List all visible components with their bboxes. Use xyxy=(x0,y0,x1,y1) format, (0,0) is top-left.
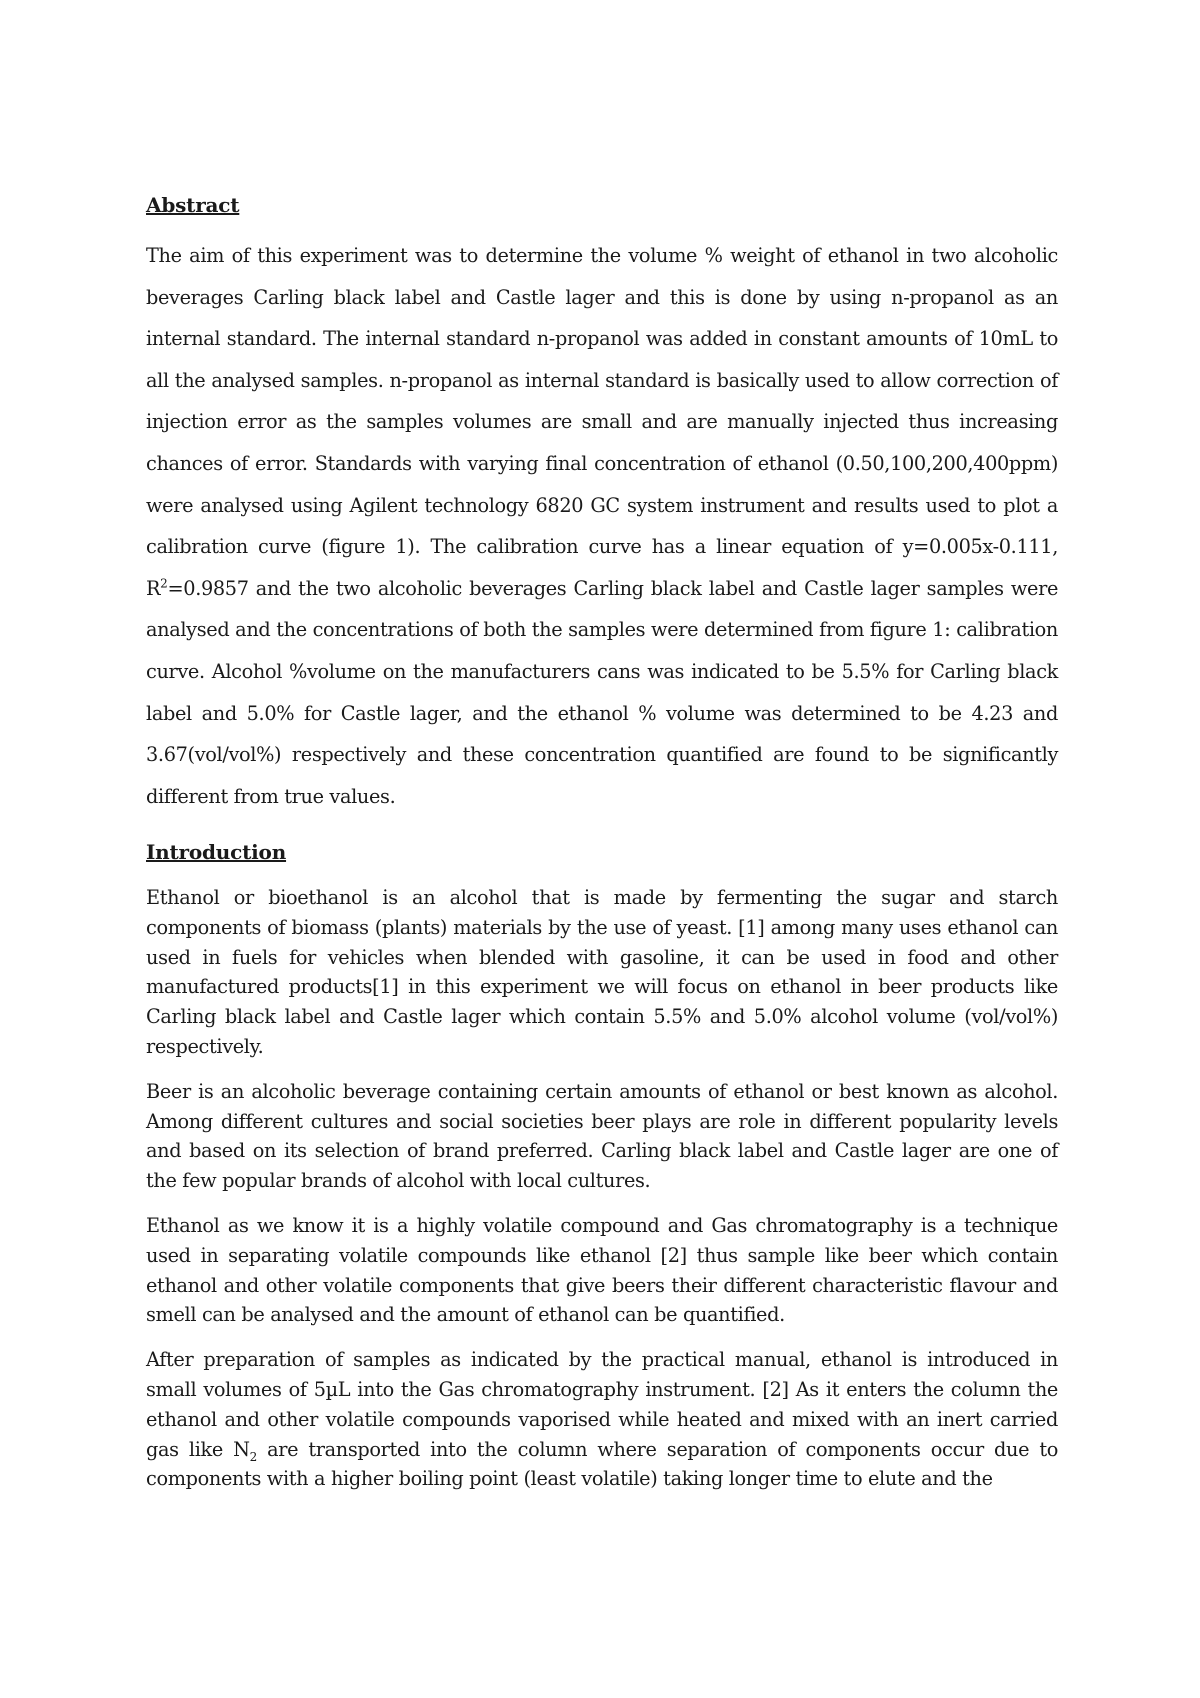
intro-text-part: are transported into the column where separation of components occur due to components with a higher boiling point (least volatile) taking longer time to elute and the xyxy=(146,1437,1059,1491)
intro-paragraph: Beer is an alcoholic beverage containing certain amounts of ethanol or best known as alcohol. Among different cultures and social societies beer plays are role in different popularity levels and based on its selection of brand preferred. Carling black label and Castle lager are one of the few popular brands of alcohol with local cultures. xyxy=(146,1079,1058,1193)
intro-paragraph: Ethanol or bioethanol is an alcohol that is made by fermenting the sugar and starch components of biomass (plants) materials by the use of yeast. [1] among many uses ethanol can used in fuels for vehicles when blended with gasoline, it can be used in food and other manufactured products[1] in this experiment we will focus on ethanol in beer products like Carling black label and Castle lager which contain 5.5% and 5.0% alcohol volume (vol/vol%) respectively. xyxy=(146,886,1058,1058)
introduction-body xyxy=(146,883,1058,1509)
intro-text-part: After preparation of samples as indicated by the practical manual, ethanol is introduced in small volumes of 5µL into the Gas chromatography instrument. [2] As it enters the column the ethanol and other volatile compounds vaporised while heated and mixed with an inert carried gas like N xyxy=(146,1348,1058,1461)
abstract-text-part: =0.9857 and the two alcoholic beverages Carling black label and Castle lager samples were analysed and the concentrations of both the samples were determined from figure 1: calibration curve. Alcohol %volume on the manufacturers cans was indicated to be 5.5% for Carling black label and 5.0% for Castle lager, and the ethanol % volume was determined to be 4.23 and 3.67(vol/vol%) respectively and these concentration quantified are found to be significantly different from true values. xyxy=(146,576,1058,808)
abstract-text-part: The aim of this experiment was to determine the volume % weight of ethanol in two alcoholic beverages Carling black label and Castle lager and this is done by using n-propanol as an internal standard. The internal standard n-propanol was added in constant amounts of 10mL to all the analysed samples. n-propanol as internal standard is basically used to allow correction of injection error as the samples volumes are small and are manually injected thus increasing chances of error. Standards with varying final concentration of ethanol (0.50,100,200,400ppm) were analysed using Agilent technology 6820 GC system instrument and results used to plot a calibration curve (figure 1). The calibration curve has a linear equation of y=0.005x-0.111, R xyxy=(146,244,1058,600)
nitrogen-subscript: 2 xyxy=(249,1449,257,1464)
intro-paragraph xyxy=(146,1345,1058,1494)
intro-paragraph: Ethanol as we know it is a highly volatile compound and Gas chromatography is a technique used in separating volatile compounds like ethanol [2] thus sample like beer which contain ethanol and other volatile components that give beers their different characteristic flavour and smell can be analysed and the amount of ethanol can be quantified. xyxy=(146,1213,1058,1327)
introduction-heading: Introduction xyxy=(146,840,287,864)
abstract-heading: Abstract xyxy=(146,193,240,217)
abstract-paragraph xyxy=(146,235,1058,817)
r-squared-superscript: 2 xyxy=(160,576,168,591)
